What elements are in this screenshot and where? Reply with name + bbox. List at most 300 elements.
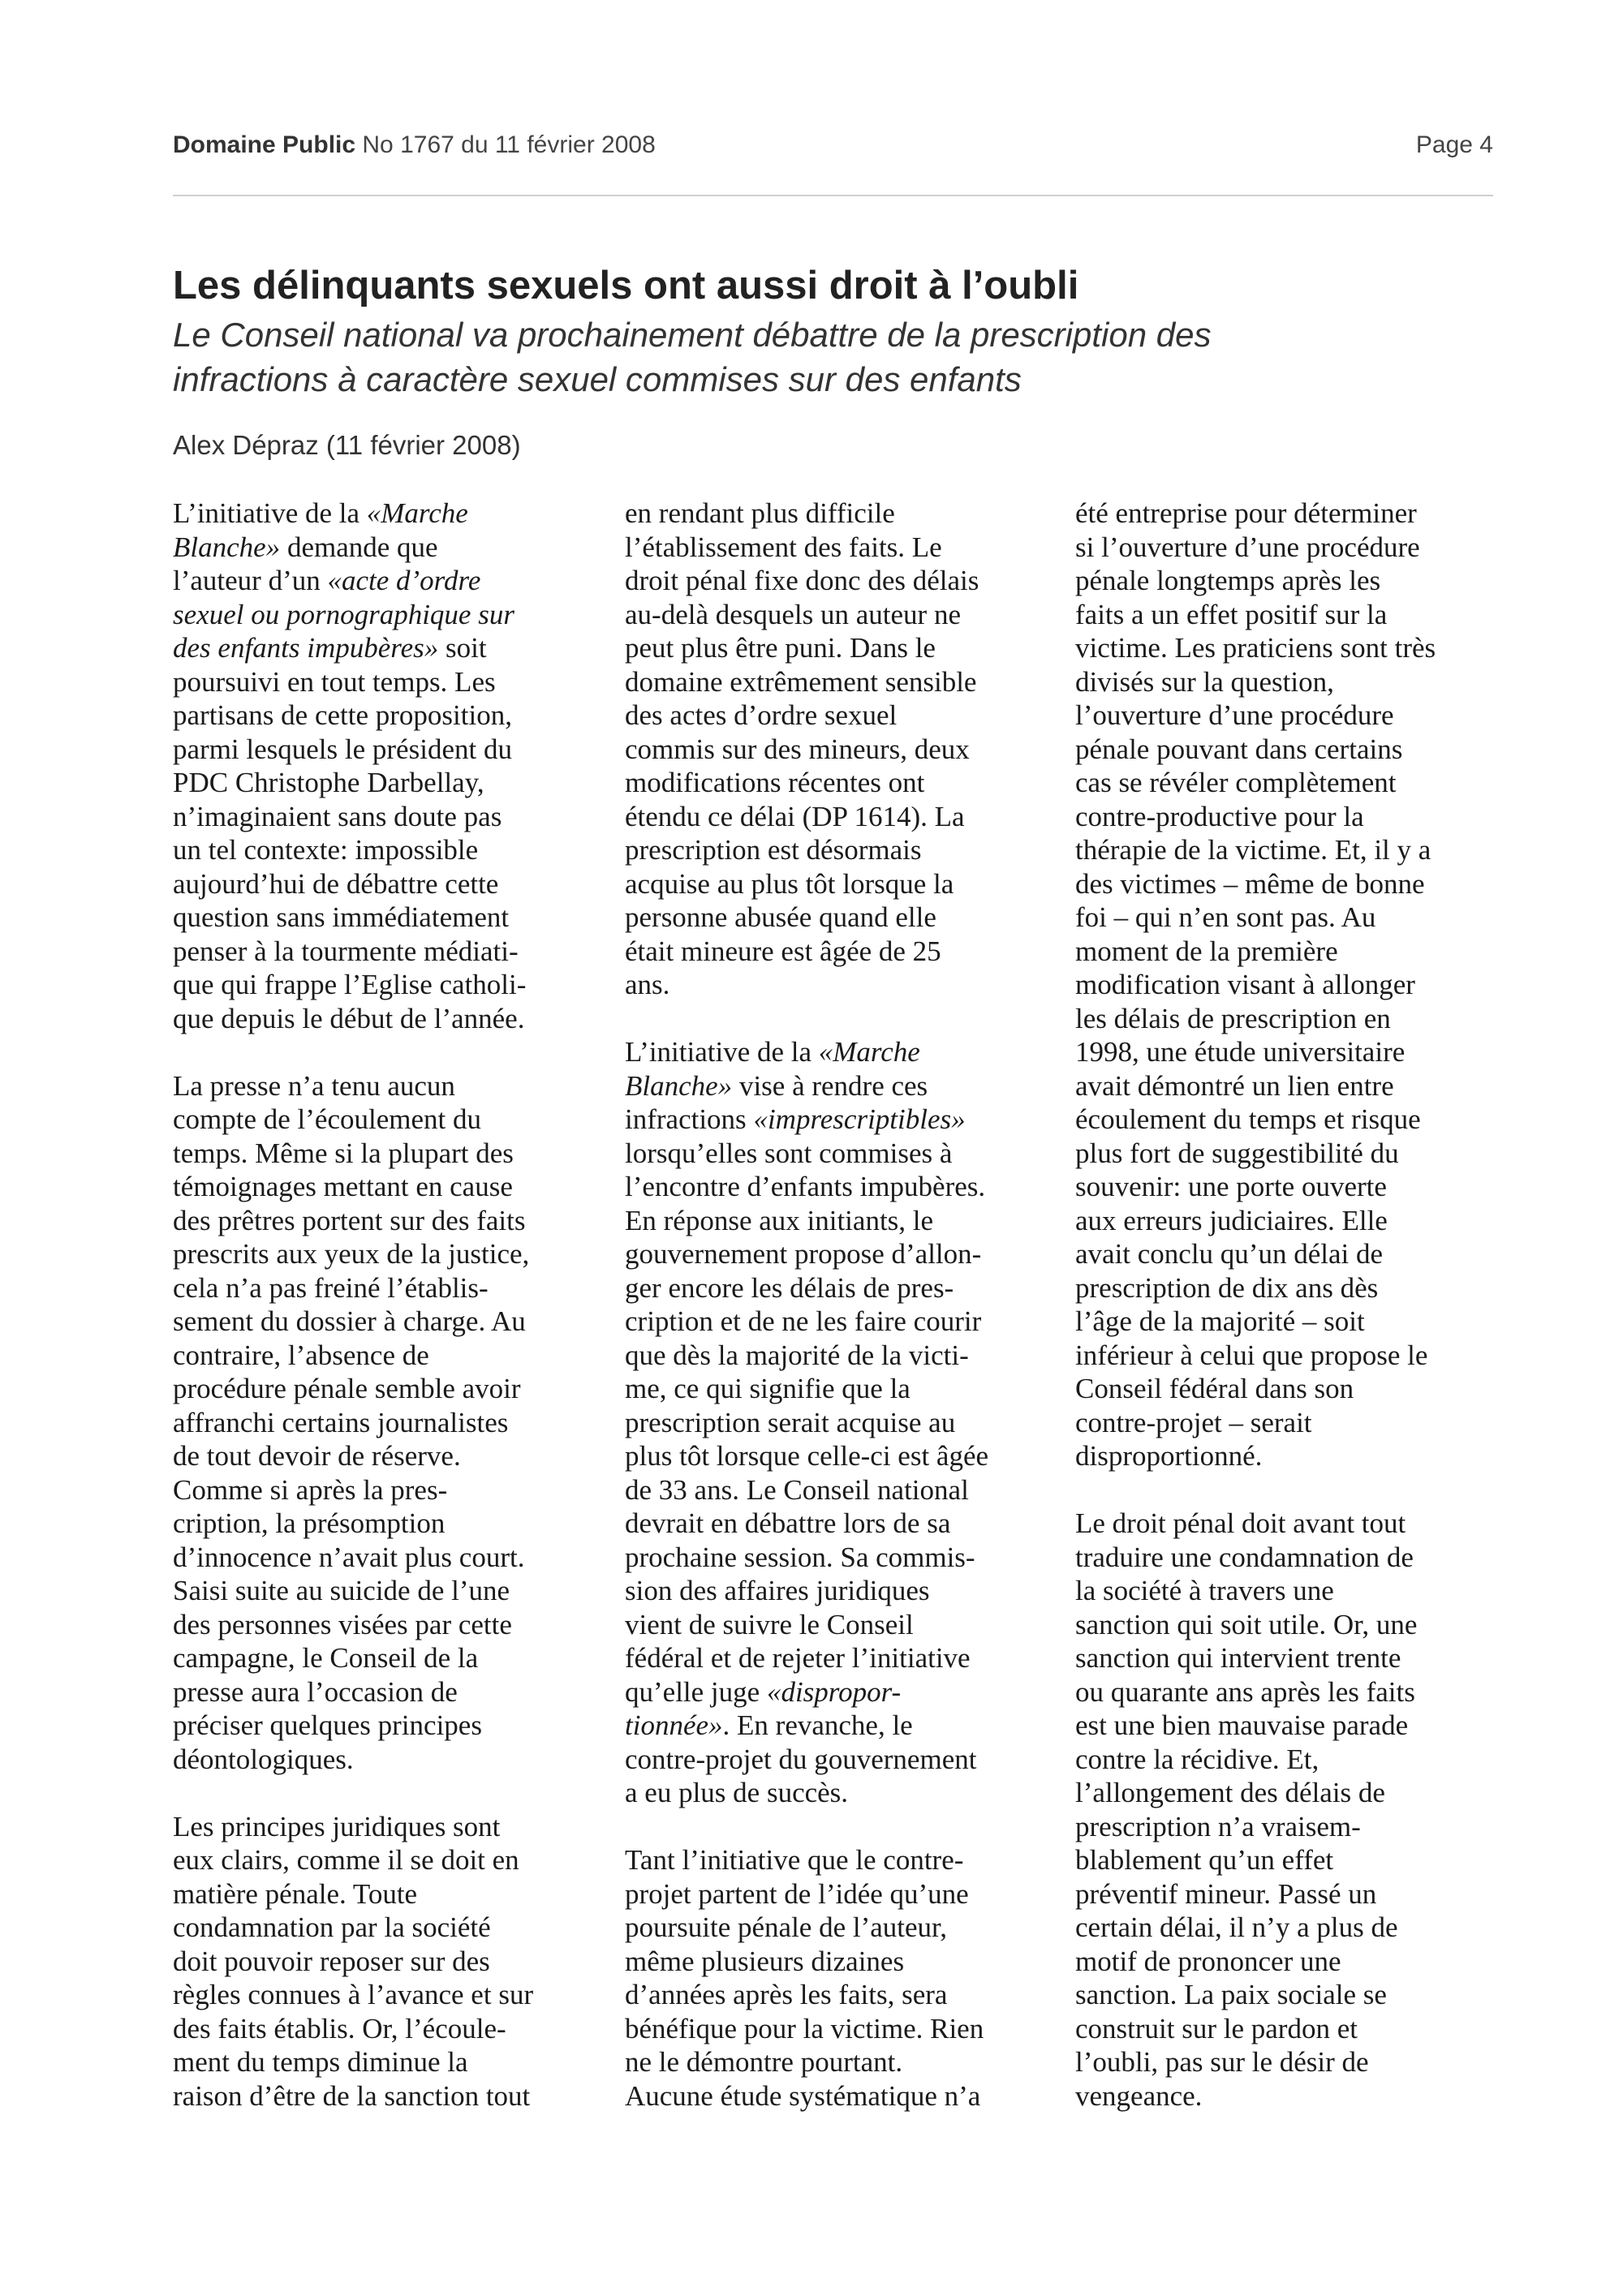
- text-segment: victime. Les praticiens sont très: [1075, 632, 1436, 664]
- text-segment: l’âge de la majorité – soit: [1075, 1305, 1365, 1337]
- text-line: [625, 1339, 1043, 1373]
- text-segment: La presse n’a tenu aucun: [173, 1069, 455, 1102]
- text-line: [1075, 1170, 1493, 1204]
- text-segment: cas se révéler complètement: [1075, 767, 1397, 798]
- issue-info: No 1767 du 11 février 2008: [362, 131, 656, 158]
- text-line: [1075, 1743, 1493, 1777]
- text-line: [1075, 1843, 1493, 1877]
- text-segment: Le droit pénal doit avant tout: [1075, 1507, 1406, 1539]
- paragraph: [625, 497, 1043, 1002]
- text-segment: peut plus être puni. Dans le: [625, 632, 936, 664]
- text-line: [173, 1204, 591, 1238]
- text-line: [1075, 1641, 1493, 1675]
- text-line: [625, 665, 1043, 699]
- text-line: [625, 2012, 1043, 2046]
- text-line: [625, 631, 1043, 665]
- text-line: [173, 699, 591, 733]
- text-segment: pénale pouvant dans certains: [1075, 733, 1403, 765]
- paragraph: [1075, 497, 1493, 1473]
- italic-text: tionnée»: [625, 1709, 723, 1741]
- paragraph: [173, 1069, 591, 1777]
- text-segment: procédure pénale semble avoir: [173, 1373, 521, 1404]
- text-line: [625, 1776, 1043, 1810]
- text-segment: partisans de cette proposition,: [173, 699, 512, 731]
- text-segment: modification visant à allonger: [1075, 969, 1415, 1000]
- text-segment: avait démontré un lien entre: [1075, 1069, 1394, 1102]
- text-segment: 1998, une étude universitaire: [1075, 1036, 1406, 1068]
- page-header: [173, 131, 1493, 170]
- text-segment: . En revanche, le: [722, 1709, 913, 1741]
- text-line: [173, 631, 591, 665]
- text-segment: les délais de prescription en: [1075, 1002, 1391, 1034]
- text-segment: même plusieurs dizaines: [625, 1945, 905, 1977]
- paragraph: [173, 497, 591, 1035]
- text-line: [1075, 833, 1493, 867]
- text-segment: motif de prononcer une: [1075, 1945, 1341, 1977]
- text-line: [625, 2079, 1043, 2113]
- text-segment: commis sur des mineurs, deux: [625, 733, 970, 765]
- italic-text: «acte d’ordre: [327, 565, 481, 596]
- text-segment: traduire une condamnation de: [1075, 1541, 1414, 1573]
- text-segment: faits a un effet positif sur la: [1075, 598, 1388, 630]
- italic-text: «Marche: [366, 497, 468, 529]
- text-segment: avait conclu qu’un délai de: [1075, 1238, 1384, 1270]
- text-line: [625, 968, 1043, 1002]
- text-segment: contre-projet – serait: [1075, 1406, 1312, 1438]
- italic-text: sexuel ou pornographique sur: [173, 598, 514, 630]
- text-segment: aujourd’hui de débattre cette: [173, 867, 499, 900]
- text-segment: que depuis le début de l’année.: [173, 1002, 525, 1034]
- text-segment: vengeance.: [1075, 2079, 1203, 2112]
- text-line: [625, 1608, 1043, 1642]
- text-segment: Saisi suite au suicide de l’une: [173, 1575, 510, 1606]
- text-line: [173, 1237, 591, 1271]
- subtitle-line: infractions à caractère sexuel commises sur des enfants: [173, 360, 1022, 398]
- text-line: [625, 1641, 1043, 1675]
- text-line: [1075, 1339, 1493, 1373]
- text-segment: ne le démontre pourtant.: [625, 2046, 903, 2078]
- text-segment: sement du dossier à charge. Au: [173, 1305, 526, 1337]
- text-line: [173, 564, 591, 598]
- text-segment: inférieur à celui que propose le: [1075, 1339, 1428, 1371]
- text-segment: contre-projet du gouvernement: [625, 1743, 977, 1775]
- text-line: [625, 2045, 1043, 2079]
- text-segment: préventif mineur. Passé un: [1075, 1877, 1377, 1910]
- text-line: [1075, 800, 1493, 834]
- text-line: [173, 1541, 591, 1575]
- text-column-1: [173, 497, 591, 2184]
- text-line: [625, 833, 1043, 867]
- text-line: [1075, 2079, 1493, 2113]
- text-segment: la société à travers une: [1075, 1575, 1334, 1606]
- text-line: [625, 935, 1043, 969]
- text-line: [173, 766, 591, 800]
- text-line: [1075, 1103, 1493, 1137]
- text-segment: L’initiative de la: [173, 497, 367, 529]
- text-segment: prescription n’a vraisem-: [1075, 1810, 1361, 1842]
- text-segment: blablement qu’un effet: [1075, 1844, 1334, 1876]
- text-line: [625, 1843, 1043, 1877]
- text-line: [625, 699, 1043, 733]
- paragraph: [173, 1810, 591, 2113]
- text-line: [625, 531, 1043, 565]
- text-line: [173, 1810, 591, 1844]
- page-number: Page 4: [1415, 131, 1493, 158]
- text-line: [173, 1574, 591, 1608]
- text-segment: sanction. La paix sociale se: [1075, 1979, 1387, 2010]
- text-segment: n’imaginaient sans doute pas: [173, 800, 502, 832]
- text-segment: presse aura l’occasion de: [173, 1675, 458, 1708]
- text-line: [625, 1675, 1043, 1709]
- text-line: [1075, 1608, 1493, 1642]
- text-line: [173, 1877, 591, 1911]
- text-line: [1075, 1439, 1493, 1473]
- text-line: [1075, 901, 1493, 935]
- text-line: [625, 1406, 1043, 1440]
- text-line: [173, 1137, 591, 1171]
- text-line: [173, 1271, 591, 1305]
- italic-text: Blanche»: [625, 1069, 733, 1102]
- text-segment: prochaine session. Sa commis-: [625, 1541, 975, 1573]
- text-line: [173, 1641, 591, 1675]
- text-line: [625, 800, 1043, 834]
- text-line: [625, 766, 1043, 800]
- text-segment: construit sur le pardon et: [1075, 2012, 1358, 2044]
- text-segment: infractions: [625, 1103, 754, 1135]
- text-segment: bénéfique pour la victime. Rien: [625, 2012, 984, 2044]
- text-segment: que qui frappe l’Eglise catholi-: [173, 969, 527, 1000]
- text-line: [1075, 1137, 1493, 1171]
- text-line: [625, 1372, 1043, 1406]
- text-line: [173, 1305, 591, 1339]
- text-segment: question sans immédiatement: [173, 901, 510, 933]
- text-line: [1075, 1069, 1493, 1103]
- text-line: [173, 901, 591, 935]
- text-line: [1075, 1776, 1493, 1810]
- text-line: [1075, 1237, 1493, 1271]
- text-segment: des actes d’ordre sexuel: [625, 699, 898, 731]
- text-line: [625, 1709, 1043, 1743]
- subtitle-line: Le Conseil national va prochainement débattre de la prescription des: [173, 316, 1212, 354]
- text-segment: Tant l’initiative que le contre-: [625, 1844, 964, 1876]
- text-segment: penser à la tourmente médiati-: [173, 935, 519, 967]
- text-line: [1075, 1709, 1493, 1743]
- text-line: [1075, 564, 1493, 598]
- paragraph: [625, 1035, 1043, 1810]
- text-line: [173, 598, 591, 632]
- text-line: [1075, 497, 1493, 531]
- text-segment: foi – qui n’en sont pas. Au: [1075, 901, 1376, 933]
- text-line: [625, 1035, 1043, 1069]
- text-segment: plus tôt lorsque celle-ci est âgée: [625, 1440, 989, 1472]
- text-line: [173, 1945, 591, 1979]
- text-segment: campagne, le Conseil de la: [173, 1642, 479, 1674]
- text-line: [1075, 598, 1493, 632]
- text-segment: acquise au plus tôt lorsque la: [625, 867, 954, 900]
- text-segment: eux clairs, comme il se doit en: [173, 1844, 519, 1876]
- text-line: [1075, 1271, 1493, 1305]
- text-segment: des victimes – même de bonne: [1075, 867, 1425, 900]
- text-line: [173, 2079, 591, 2113]
- text-segment: raison d’être de la sanction tout: [173, 2079, 531, 2112]
- text-segment: règles connues à l’avance et sur: [173, 1979, 534, 2010]
- text-line: [625, 1305, 1043, 1339]
- text-segment: disproportionné.: [1075, 1440, 1263, 1472]
- text-line: [1075, 1810, 1493, 1844]
- text-line: [173, 968, 591, 1002]
- text-segment: affranchi certains journalistes: [173, 1406, 509, 1438]
- text-column-3: [1075, 497, 1493, 2184]
- text-line: [173, 665, 591, 699]
- text-segment: ment du temps diminue la: [173, 2046, 468, 2078]
- text-segment: poursuivi en tout temps. Les: [173, 665, 496, 698]
- text-segment: prescription serait acquise au: [625, 1406, 956, 1438]
- text-segment: cription, la présomption: [173, 1507, 446, 1539]
- text-segment: divisés sur la question,: [1075, 665, 1334, 698]
- text-segment: demande que: [280, 531, 438, 563]
- text-segment: en rendant plus difficile: [625, 497, 895, 529]
- text-line: [173, 1843, 591, 1877]
- text-line: [625, 564, 1043, 598]
- text-segment: condamnation par la société: [173, 1911, 491, 1943]
- article-byline: Alex Dépraz (11 février 2008): [173, 430, 521, 460]
- text-line: [173, 1675, 591, 1709]
- text-segment: ger encore les délais de pres-: [625, 1271, 954, 1304]
- text-segment: prescrits aux yeux de la justice,: [173, 1238, 530, 1270]
- text-line: [1075, 935, 1493, 969]
- italic-text: Blanche»: [173, 531, 281, 563]
- text-segment: droit pénal fixe donc des délais: [625, 565, 979, 596]
- text-segment: personne abusée quand elle: [625, 901, 936, 933]
- text-line: [173, 733, 591, 767]
- text-line: [625, 1507, 1043, 1541]
- text-segment: l’encontre d’enfants impubères.: [625, 1171, 986, 1202]
- text-segment: a eu plus de succès.: [625, 1777, 849, 1808]
- text-segment: préciser quelques principes: [173, 1709, 482, 1741]
- text-line: [1075, 1877, 1493, 1911]
- text-line: [1075, 1204, 1493, 1238]
- text-line: [173, 935, 591, 969]
- text-segment: écoulement du temps et risque: [1075, 1103, 1421, 1135]
- text-segment: Conseil fédéral dans son: [1075, 1373, 1354, 1404]
- text-segment: soit: [438, 632, 487, 664]
- text-line: [173, 1372, 591, 1406]
- italic-text: «dispropor-: [766, 1675, 902, 1708]
- text-segment: d’années après les faits, sera: [625, 1979, 948, 2010]
- text-line: [1075, 968, 1493, 1002]
- text-line: [1075, 1978, 1493, 2012]
- text-line: [173, 1170, 591, 1204]
- text-segment: doit pouvoir reposer sur des: [173, 1945, 490, 1977]
- text-line: [1075, 766, 1493, 800]
- text-line: [1075, 665, 1493, 699]
- text-line: [173, 1507, 591, 1541]
- text-segment: me, ce qui signifie que la: [625, 1373, 911, 1404]
- text-line: [173, 531, 591, 565]
- text-segment: au-delà desquels un auteur ne: [625, 598, 962, 630]
- text-segment: temps. Même si la plupart des: [173, 1137, 514, 1169]
- article-subtitle: [173, 312, 1439, 402]
- text-line: [625, 1069, 1043, 1103]
- text-line: [173, 1339, 591, 1373]
- text-line: [1075, 1945, 1493, 1979]
- text-segment: qu’elle juge: [625, 1675, 767, 1708]
- text-segment: sanction qui soit utile. Or, une: [1075, 1608, 1418, 1640]
- text-segment: fédéral et de rejeter l’initiative: [625, 1642, 971, 1674]
- text-segment: des prêtres portent sur des faits: [173, 1204, 526, 1236]
- article-title: Les délinquants sexuels ont aussi droit à l’oubli: [173, 264, 1079, 307]
- text-segment: devrait en débattre lors de sa: [625, 1507, 951, 1539]
- text-segment: l’établissement des faits. Le: [625, 531, 942, 563]
- text-segment: L’initiative de la: [625, 1036, 819, 1068]
- text-segment: projet partent de l’idée qu’une: [625, 1877, 969, 1910]
- text-line: [1075, 1002, 1493, 1036]
- text-segment: modifications récentes ont: [625, 767, 925, 798]
- text-line: [173, 1069, 591, 1103]
- text-line: [625, 1204, 1043, 1238]
- text-segment: vient de suivre le Conseil: [625, 1608, 914, 1640]
- text-line: [173, 1473, 591, 1507]
- text-line: [1075, 2012, 1493, 2046]
- text-line: [1075, 1372, 1493, 1406]
- text-line: [173, 800, 591, 834]
- text-segment: cription et de ne les faire courir: [625, 1305, 982, 1337]
- text-segment: contraire, l’absence de: [173, 1339, 429, 1371]
- paragraph: [1075, 1507, 1493, 2113]
- text-segment: sanction qui intervient trente: [1075, 1642, 1401, 1674]
- italic-text: «Marche: [818, 1036, 920, 1068]
- text-line: [1075, 1406, 1493, 1440]
- text-segment: certain délai, il n’y a plus de: [1075, 1911, 1398, 1943]
- text-segment: thérapie de la victime. Et, il y a: [1075, 834, 1431, 866]
- text-line: [173, 497, 591, 531]
- publication-name: Domaine Public: [173, 131, 356, 158]
- text-line: [173, 1002, 591, 1036]
- text-segment: pénale longtemps après les: [1075, 565, 1381, 596]
- text-line: [625, 1911, 1043, 1945]
- text-segment: lorsqu’elles sont commises à: [625, 1137, 953, 1169]
- text-line: [173, 833, 591, 867]
- text-line: [625, 1271, 1043, 1305]
- text-segment: de 33 ans. Le Conseil national: [625, 1473, 969, 1506]
- text-line: [625, 497, 1043, 531]
- text-segment: poursuite pénale de l’auteur,: [625, 1911, 948, 1943]
- text-line: [173, 1709, 591, 1743]
- text-segment: ou quarante ans après les faits: [1075, 1675, 1415, 1708]
- text-line: [1075, 1507, 1493, 1541]
- text-line: [173, 1608, 591, 1642]
- italic-text: «imprescriptibles»: [753, 1103, 966, 1135]
- text-segment: étendu ce délai (DP 1614). La: [625, 800, 965, 832]
- text-segment: des personnes visées par cette: [173, 1608, 512, 1640]
- text-segment: d’innocence n’avait plus court.: [173, 1541, 525, 1573]
- text-line: [625, 1945, 1043, 1979]
- text-line: [173, 1406, 591, 1440]
- paragraph: [625, 1843, 1043, 2113]
- text-segment: prescription de dix ans dès: [1075, 1271, 1379, 1304]
- text-line: [173, 1743, 591, 1777]
- text-line: [1075, 1911, 1493, 1945]
- text-column-2: [625, 497, 1043, 2184]
- text-line: [1075, 1541, 1493, 1575]
- text-segment: témoignages mettant en cause: [173, 1171, 513, 1202]
- text-segment: est une bien mauvaise parade: [1075, 1709, 1409, 1741]
- italic-text: des enfants impubères»: [173, 632, 439, 664]
- text-segment: ans.: [625, 969, 670, 1000]
- text-segment: que dès la majorité de la victi-: [625, 1339, 969, 1371]
- text-line: [173, 1978, 591, 2012]
- text-line: [625, 1473, 1043, 1507]
- text-line: [625, 733, 1043, 767]
- text-segment: l’allongement des délais de: [1075, 1777, 1385, 1808]
- text-line: [625, 598, 1043, 632]
- text-line: [625, 1170, 1043, 1204]
- text-segment: PDC Christophe Darbellay,: [173, 767, 484, 798]
- text-segment: l’ouverture d’une procédure: [1075, 699, 1394, 731]
- text-line: [625, 1439, 1043, 1473]
- text-line: [625, 1237, 1043, 1271]
- text-line: [1075, 699, 1493, 733]
- text-line: [1075, 2045, 1493, 2079]
- text-segment: l’oubli, pas sur le désir de: [1075, 2046, 1369, 2078]
- text-line: [1075, 1035, 1493, 1069]
- text-segment: vise à rendre ces: [732, 1069, 928, 1102]
- text-line: [625, 867, 1043, 901]
- text-segment: Aucune étude systématique n’a: [625, 2079, 981, 2112]
- text-line: [1075, 1305, 1493, 1339]
- text-line: [625, 1574, 1043, 1608]
- text-segment: un tel contexte: impossible: [173, 834, 479, 866]
- text-line: [1075, 1574, 1493, 1608]
- text-line: [1075, 631, 1493, 665]
- text-segment: gouvernement propose d’allon-: [625, 1238, 982, 1270]
- text-line: [625, 901, 1043, 935]
- text-line: [1075, 1675, 1493, 1709]
- text-segment: était mineure est âgée de 25: [625, 935, 941, 967]
- text-line: [625, 1877, 1043, 1911]
- text-line: [173, 2045, 591, 2079]
- text-segment: plus fort de suggestibilité du: [1075, 1137, 1399, 1169]
- text-segment: si l’ouverture d’une procédure: [1075, 531, 1420, 563]
- text-segment: souvenir: une porte ouverte: [1075, 1171, 1387, 1202]
- text-segment: moment de la première: [1075, 935, 1338, 967]
- text-line: [173, 2012, 591, 2046]
- text-segment: sion des affaires juridiques: [625, 1575, 930, 1606]
- header-divider: [173, 195, 1493, 196]
- text-line: [173, 1103, 591, 1137]
- text-line: [1075, 531, 1493, 565]
- text-line: [625, 1103, 1043, 1137]
- text-line: [173, 1911, 591, 1945]
- text-segment: En réponse aux initiants, le: [625, 1204, 934, 1236]
- text-segment: parmi lesquels le président du: [173, 733, 512, 765]
- text-segment: Comme si après la pres-: [173, 1473, 448, 1506]
- text-line: [173, 867, 591, 901]
- text-segment: aux erreurs judiciaires. Elle: [1075, 1204, 1388, 1236]
- text-segment: contre-productive pour la: [1075, 800, 1364, 832]
- text-segment: prescription est désormais: [625, 834, 922, 866]
- text-line: [625, 1137, 1043, 1171]
- text-line: [173, 1439, 591, 1473]
- text-segment: l’auteur d’un: [173, 565, 328, 596]
- text-line: [1075, 733, 1493, 767]
- text-segment: cela n’a pas freiné l’établis-: [173, 1271, 489, 1304]
- text-line: [625, 1743, 1043, 1777]
- text-segment: été entreprise pour déterminer: [1075, 497, 1417, 529]
- text-segment: de tout devoir de réserve.: [173, 1440, 461, 1472]
- text-line: [625, 1541, 1043, 1575]
- text-segment: déontologiques.: [173, 1743, 354, 1775]
